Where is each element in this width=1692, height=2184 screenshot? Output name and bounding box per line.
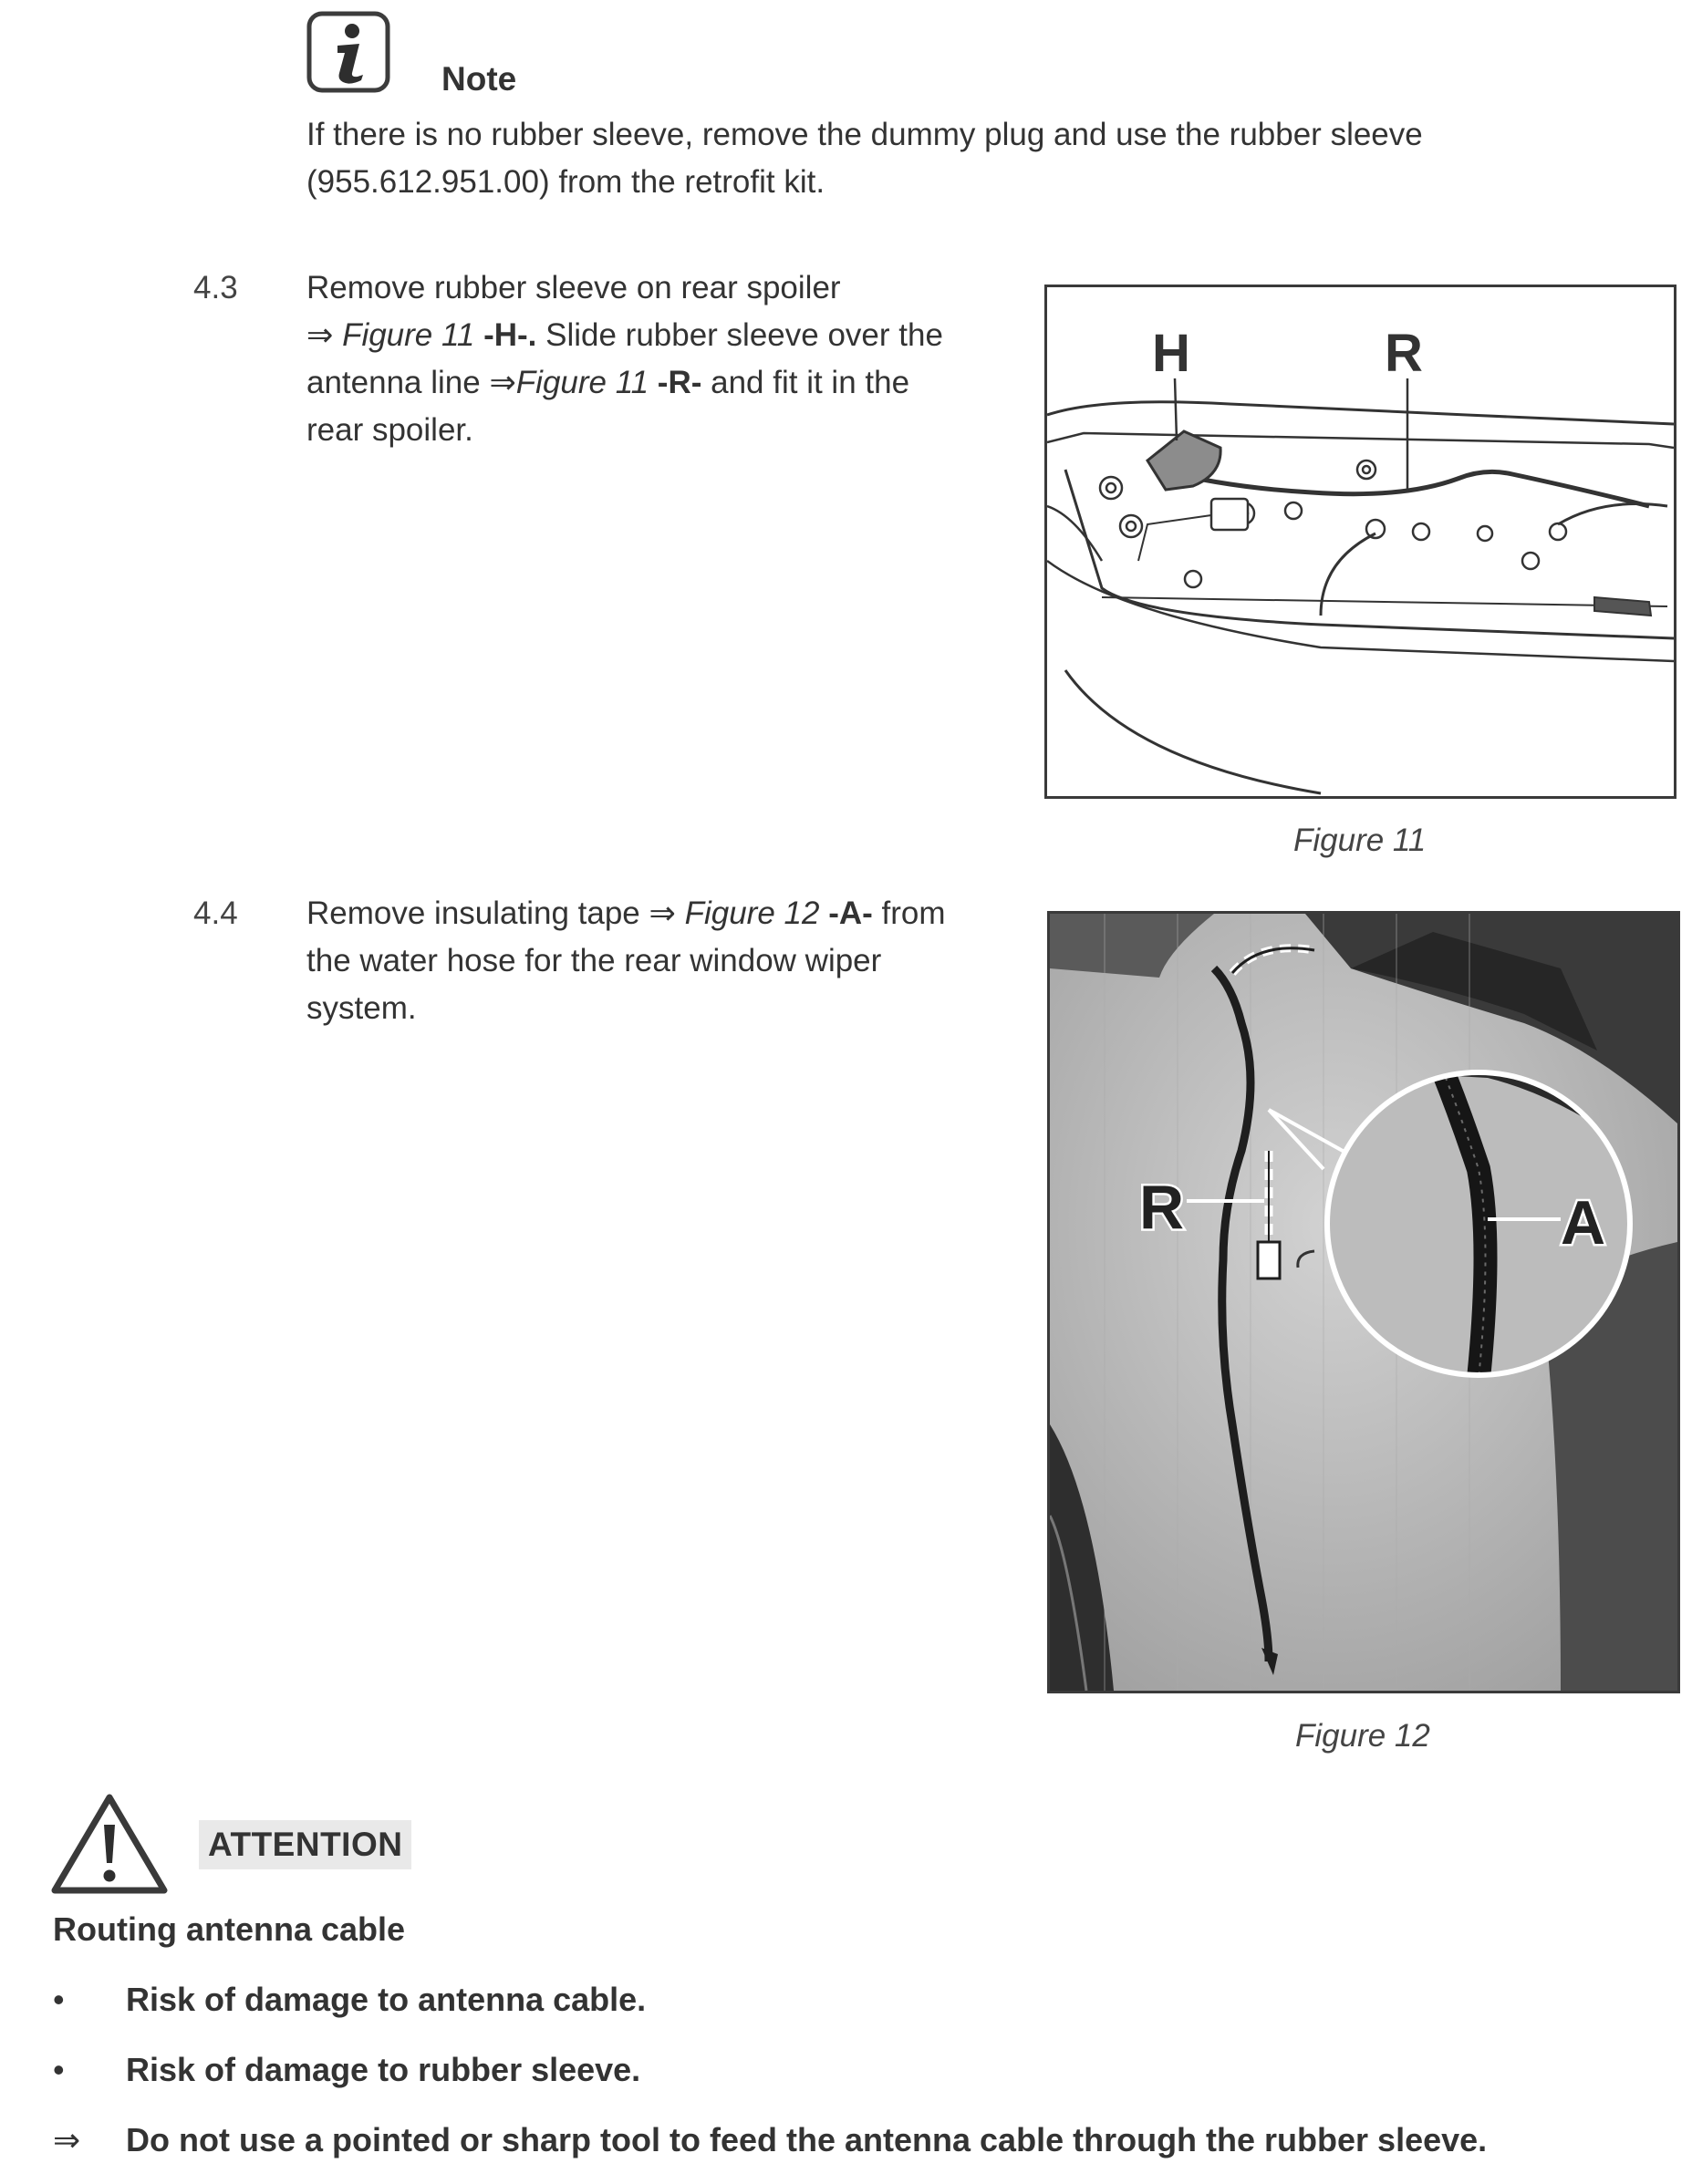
note-title: Note — [441, 60, 517, 98]
figure-reference[interactable]: Figure 11 — [342, 317, 475, 353]
step-line: system. — [306, 990, 417, 1026]
figure-11 — [1044, 285, 1676, 799]
action-text: Do not use a pointed or sharp tool to feed the antenna cable through the rubber sleeve. — [126, 2121, 1488, 2158]
bullet-mark: • — [53, 1981, 65, 2018]
info-icon — [306, 11, 390, 93]
list-item — [53, 1981, 646, 2019]
attention-subtitle: Routing antenna cable — [53, 1910, 406, 1948]
step-text — [306, 890, 1018, 1032]
step-line-rest: from — [881, 895, 946, 931]
step-line — [306, 890, 1018, 937]
part-code: -A- — [828, 895, 873, 931]
step-number: 4.4 — [193, 895, 238, 931]
action-item — [53, 2121, 1487, 2159]
arrow-icon: ⇒ — [53, 2121, 81, 2158]
figure-label: A — [1561, 1188, 1606, 1258]
bullet-text: Risk of damage to antenna cable. — [126, 1981, 647, 2018]
bullet-text: Risk of damage to rubber sleeve. — [126, 2051, 641, 2088]
note-text-line: If there is no rubber sleeve, remove the dummy plug and use the rubber sleeve — [306, 117, 1423, 152]
arrow-icon: ⇒ — [649, 895, 676, 931]
figure-11-drawing — [1047, 287, 1674, 796]
step-line-rest: and fit it in the — [711, 365, 910, 400]
step-line: rear spoiler. — [306, 412, 473, 448]
arrow-icon: ⇒ — [306, 317, 334, 353]
step-line-start: Remove insulating tape — [306, 895, 640, 931]
part-code: -R- — [657, 365, 702, 400]
note-text-line: (955.612.951.00) from the retrofit kit. — [306, 164, 825, 200]
figure-label: H — [1152, 324, 1190, 383]
part-code: -H-. — [483, 317, 537, 353]
step-line-rest: Slide rubber sleeve over the — [545, 317, 943, 353]
figure-reference[interactable]: Figure 11 — [515, 365, 649, 400]
step-text — [306, 264, 1018, 454]
step-line: Remove rubber sleeve on rear spoiler — [306, 270, 841, 305]
step-line: the water hose for the rear window wiper — [306, 943, 882, 978]
attention-title: ATTENTION — [199, 1820, 411, 1869]
step-number: 4.3 — [193, 270, 238, 305]
figure-label: R — [1385, 324, 1423, 383]
figure-reference[interactable]: Figure 12 — [684, 895, 820, 931]
figure-caption: Figure 11 — [1293, 823, 1427, 858]
figure-label: R — [1139, 1173, 1185, 1242]
bullet-mark: • — [53, 2051, 65, 2088]
list-item — [53, 2051, 640, 2089]
figure-caption: Figure 12 — [1295, 1718, 1430, 1754]
arrow-icon: ⇒ — [489, 365, 516, 400]
figure-12-photo — [1050, 914, 1677, 1691]
note-text — [306, 111, 1583, 206]
step-line — [306, 359, 1018, 407]
figure-12 — [1047, 911, 1680, 1693]
warning-icon — [51, 1792, 168, 1896]
step-line — [306, 312, 1018, 359]
step-line-start: antenna line — [306, 365, 481, 400]
